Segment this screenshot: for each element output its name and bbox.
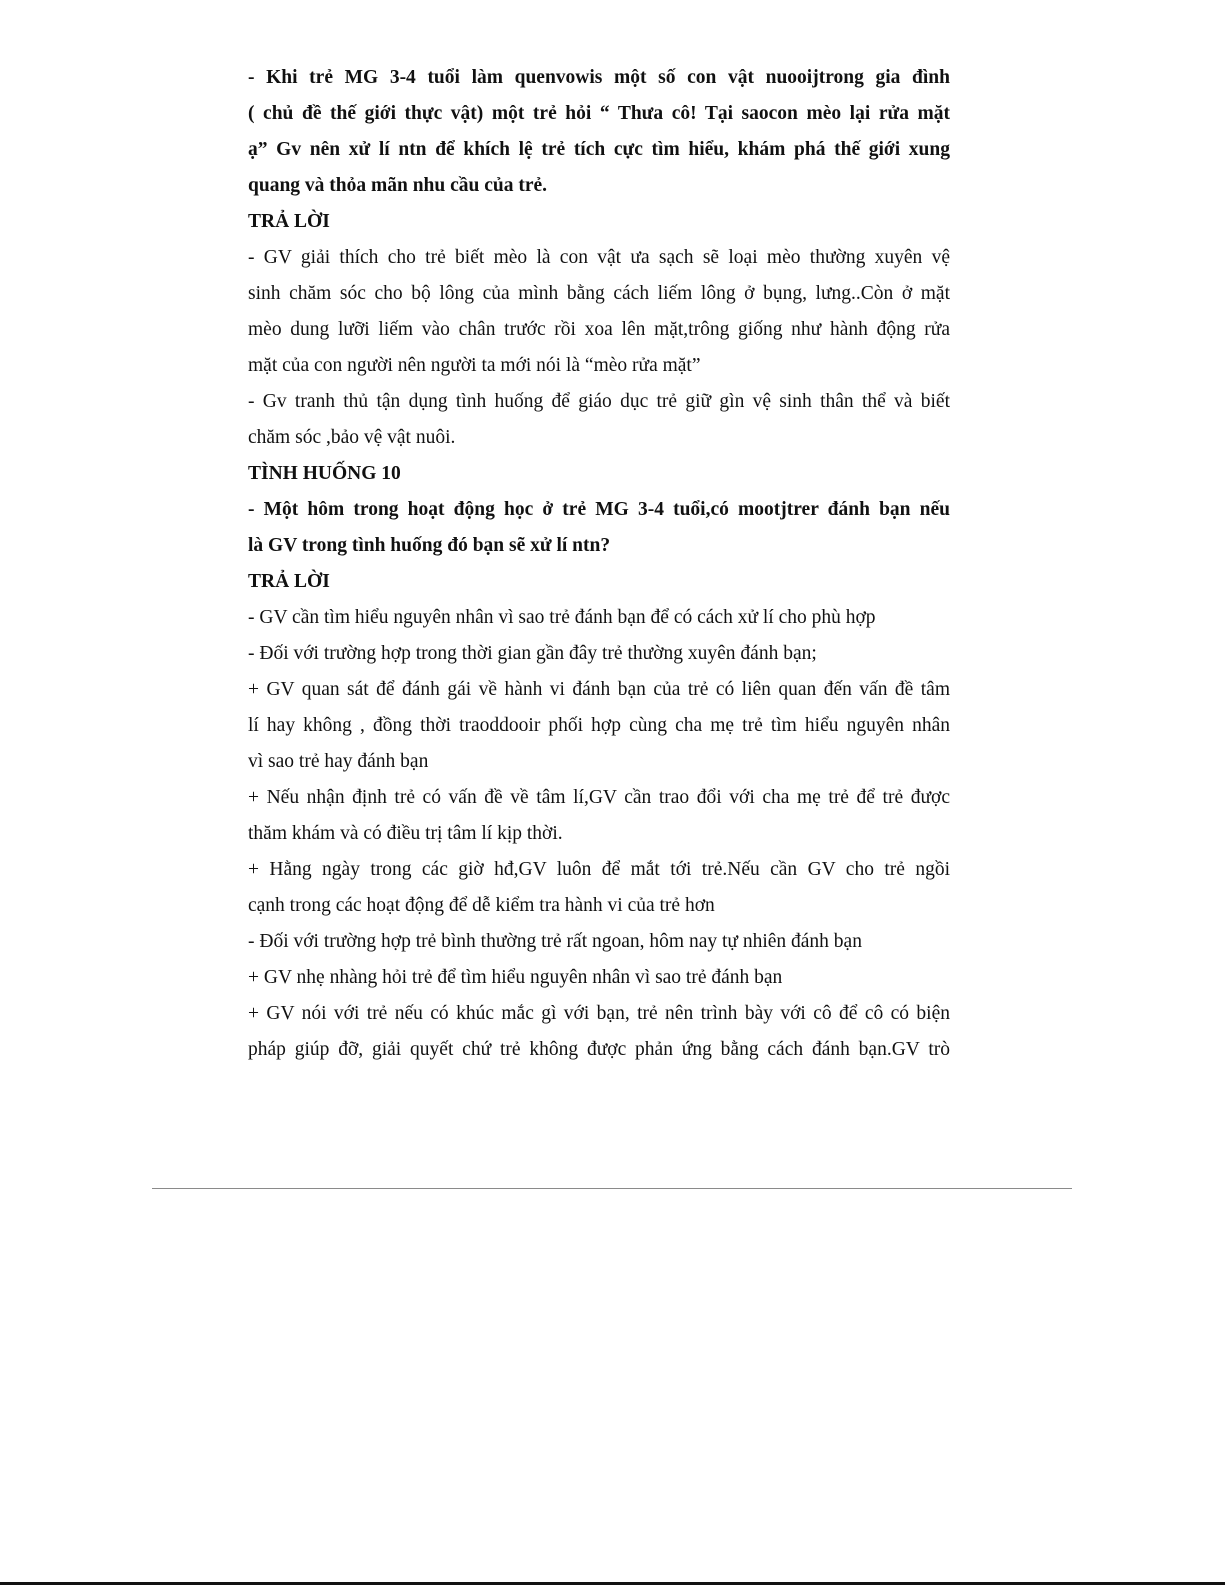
- page-separator: [152, 1188, 1072, 1189]
- answer-9-line-6: chăm sóc ,bảo vệ vật nuôi.: [248, 427, 456, 448]
- question-9-line-2: ( chủ đề thế giới thực vật) một trẻ hỏi “ Thưa cô! Tại saocon mèo lại rửa mặt: [248, 103, 950, 124]
- answer-10-line-3: + GV quan sát để đánh gái về hành vi đánh bạn của trẻ có liên quan đến vấn đề tâm: [248, 679, 950, 700]
- document-body: [248, 60, 950, 1068]
- answer-9-line-2: sinh chăm sóc cho bộ lông của mình bằng cách liếm lông ở bụng, lưng..Còn ở mặt: [248, 283, 950, 304]
- answer-10-line-12: + GV nói với trẻ nếu có khúc mắc gì với bạn, trẻ nên trình bày với cô để cô có biện: [248, 1003, 950, 1024]
- answer-heading-1: TRẢ LỜI: [248, 211, 330, 232]
- answer-10-line-8: + Hằng ngày trong các giờ hđ,GV luôn để mắt tới trẻ.Nếu cần GV cho trẻ ngồi: [248, 859, 950, 880]
- answer-9-line-4: mặt của con người nên người ta mới nói là “mèo rửa mặt”: [248, 355, 701, 376]
- answer-9-line-5: - Gv tranh thủ tận dụng tình huống để giáo dục trẻ giữ gìn vệ sinh thân thể và biết: [248, 391, 950, 412]
- answer-10-line-13: pháp giúp đỡ, giải quyết chứ trẻ không được phản ứng bằng cách đánh bạn.GV trò: [248, 1039, 950, 1060]
- answer-10-line-10: - Đối với trường hợp trẻ bình thường trẻ rất ngoan, hôm nay tự nhiên đánh bạn: [248, 931, 862, 952]
- answer-9-line-1: - GV giải thích cho trẻ biết mèo là con vật ưa sạch sẽ loại mèo thường xuyên vệ: [248, 247, 950, 268]
- answer-10-line-6: + Nếu nhận định trẻ có vấn đề về tâm lí,GV cần trao đổi với cha mẹ trẻ để trẻ được: [248, 787, 950, 808]
- situation-10-heading: TÌNH HUỐNG 10: [248, 463, 401, 484]
- question-9-line-3: ạ” Gv nên xử lí ntn để khích lệ trẻ tích cực tìm hiểu, khám phá thế giới xung: [248, 139, 950, 160]
- answer-10-line-1: - GV cần tìm hiểu nguyên nhân vì sao trẻ đánh bạn để có cách xử lí cho phù hợp: [248, 607, 876, 628]
- answer-10-line-4: lí hay không , đồng thời traoddooir phối hợp cùng cha mẹ trẻ tìm hiểu nguyên nhân: [248, 715, 950, 736]
- answer-10-line-5: vì sao trẻ hay đánh bạn: [248, 751, 429, 772]
- answer-heading-2: TRẢ LỜI: [248, 571, 330, 592]
- question-10-line-1: - Một hôm trong hoạt động học ở trẻ MG 3-4 tuổi,có mootjtrer đánh bạn nếu: [248, 499, 950, 520]
- answer-9-line-3: mèo dung lưỡi liếm vào chân trước rồi xoa lên mặt,trông giống như hành động rửa: [248, 319, 950, 340]
- question-10-line-2: là GV trong tình huống đó bạn sẽ xử lí ntn?: [248, 535, 611, 556]
- answer-10-line-2: - Đối với trường hợp trong thời gian gần đây trẻ thường xuyên đánh bạn;: [248, 643, 817, 664]
- question-9-line-1: - Khi trẻ MG 3-4 tuổi làm quenvowis một số con vật nuooijtrong gia đình: [248, 67, 950, 88]
- question-9-line-4: quang và thỏa mãn nhu cầu của trẻ.: [248, 175, 548, 196]
- answer-10-line-9: cạnh trong các hoạt động để dễ kiểm tra hành vi của trẻ hơn: [248, 895, 715, 916]
- answer-10-line-11: + GV nhẹ nhàng hỏi trẻ để tìm hiểu nguyên nhân vì sao trẻ đánh bạn: [248, 967, 783, 988]
- answer-10-line-7: thăm khám và có điều trị tâm lí kịp thời.: [248, 823, 563, 844]
